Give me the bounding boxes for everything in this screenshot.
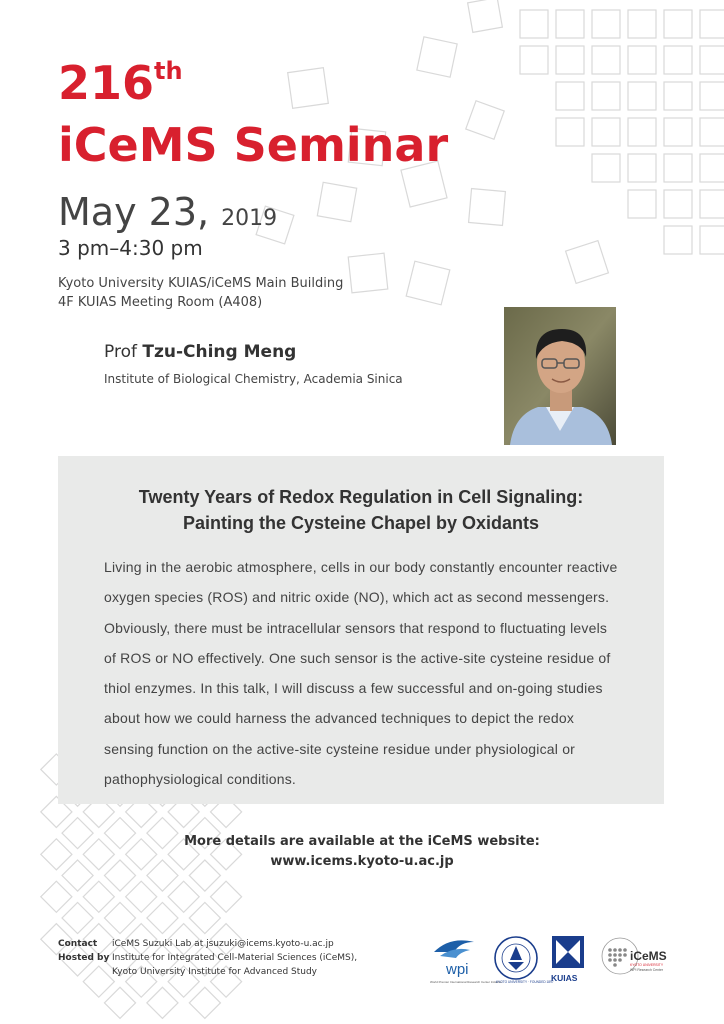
talk-title — [58, 484, 664, 536]
talk-title-line-1: Twenty Years of Redox Regulation in Cell Signaling: — [138, 487, 584, 507]
website-link[interactable]: www.icems.kyoto-u.ac.jp — [270, 854, 454, 869]
more-info-text: More details are available at the iCeMS website: — [184, 834, 540, 849]
event-time: 3 pm–4:30 pm — [58, 236, 203, 260]
seminar-series-title: iCeMS Seminar — [58, 118, 449, 172]
hosted-line-1: Institute for Integrated Cell-Material Sciences (iCeMS), — [112, 953, 358, 963]
kyoto-university-seal — [495, 937, 554, 984]
venue-line-2: 4F KUIAS Meeting Room (A408) — [58, 295, 263, 310]
contact-text[interactable]: iCeMS Suzuki Lab at jsuzuki@icems.kyoto-u.ac.jp — [112, 939, 334, 949]
speaker-name-text: Tzu-Ching Meng — [142, 342, 297, 362]
sponsor-logos — [430, 930, 670, 990]
wpi-logo — [430, 940, 502, 984]
abstract-text: Living in the aerobic atmosphere, cells in our body constantly encounter reactive oxygen species (ROS) and nitric oxide (NO), which act as second messengers. Obviously, there must be intracellular sensors that respond to fluctuating levels of ROS or NO effectively. One such sensor is the active-site cysteine residue of thiol enzymes. In this talk, I will discuss a few successful and on-going studies about how we could harness the advanced techniques to depict the redox sensing function on the active-site cysteine residue under physiological or pathophysiological conditions. — [104, 559, 618, 788]
hosted-label: Hosted by — [58, 953, 110, 963]
talk-title-line-2: Painting the Cysteine Chapel by Oxidants — [182, 513, 540, 533]
contact-row — [58, 937, 357, 951]
speaker-title: Prof — [104, 342, 137, 362]
wpi-text: wpi — [446, 961, 469, 978]
kyoto-seal-text: KYOTO UNIVERSITY · FOUNDED 1897 — [496, 980, 554, 984]
event-date — [58, 190, 277, 241]
speaker-affiliation: Institute of Biological Chemistry, Academia Sinica — [104, 372, 403, 386]
venue-line-1: Kyoto University KUIAS/iCeMS Main Building — [58, 276, 344, 291]
hosted-row — [58, 951, 357, 965]
seminar-number — [58, 58, 183, 116]
event-venue — [58, 274, 343, 312]
contact-label: Contact — [58, 939, 98, 949]
seminar-number-value: 216 — [58, 56, 155, 110]
icems-caption-1: KYOTO UNIVERSITY — [630, 963, 664, 967]
more-info — [0, 832, 724, 872]
icems-caption-2: WPI Research Center — [630, 968, 663, 972]
icems-logo — [602, 938, 667, 974]
event-date-main: May 23, — [58, 190, 210, 234]
wpi-caption: World Premier International Research Center Initiative — [430, 980, 502, 984]
hosted-line-2: Kyoto University Institute for Advanced Study — [112, 967, 318, 977]
icems-text: iCeMS — [630, 949, 667, 963]
kuias-logo — [551, 936, 584, 983]
seminar-number-suffix: th — [154, 57, 183, 85]
speaker-name — [104, 342, 296, 362]
footer-info — [58, 937, 357, 979]
speaker-photo — [504, 307, 616, 445]
abstract-panel — [58, 456, 664, 804]
event-date-year: 2019 — [221, 206, 278, 231]
kuias-text: KUIAS — [551, 973, 578, 983]
